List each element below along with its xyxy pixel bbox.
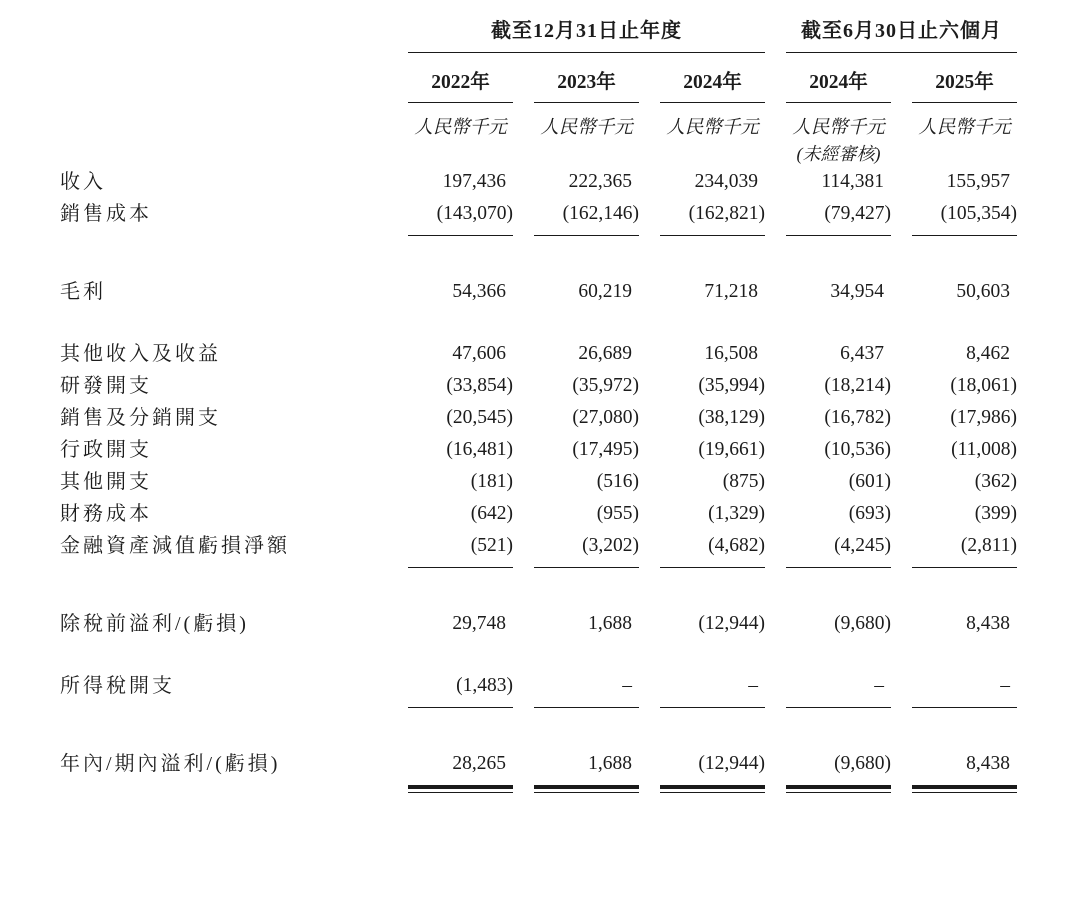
column-year-2023: 2023年 bbox=[534, 53, 639, 103]
cell-value: (4,682) bbox=[660, 530, 765, 568]
table-row bbox=[60, 402, 1017, 434]
cell-value: (181) bbox=[470, 471, 513, 492]
table-body bbox=[60, 166, 1017, 789]
cell-value: (19,661) bbox=[698, 439, 766, 460]
table-header bbox=[60, 14, 1017, 166]
cell-value: 47,606 bbox=[452, 343, 506, 364]
cell-value: 234,039 bbox=[694, 171, 759, 192]
cell-value: 1,688 bbox=[588, 613, 632, 634]
cell-value: (143,070) bbox=[408, 198, 513, 236]
income-statement-table bbox=[60, 14, 1017, 789]
column-year-2022: 2022年 bbox=[408, 53, 513, 103]
cell-value: 54,366 bbox=[452, 281, 506, 302]
column-unit: 人民幣千元 bbox=[918, 118, 1011, 138]
row-label: 財務成本 bbox=[60, 503, 152, 525]
cell-value: 28,265 bbox=[408, 748, 513, 789]
table-row bbox=[60, 568, 1017, 640]
column-year-2024: 2024年 bbox=[660, 53, 765, 103]
cell-value: (11,008) bbox=[951, 439, 1018, 460]
cell-value: (12,944) bbox=[698, 613, 766, 634]
cell-value: (4,245) bbox=[786, 530, 891, 568]
cell-value: (27,080) bbox=[572, 407, 639, 428]
row-label: 收入 bbox=[60, 171, 106, 193]
cell-value: (601) bbox=[848, 471, 892, 492]
cell-value: – bbox=[786, 670, 891, 708]
cell-value: (9,680) bbox=[834, 613, 892, 634]
table-row bbox=[60, 166, 1017, 198]
cell-value: 8,438 bbox=[912, 748, 1017, 789]
cell-value: (521) bbox=[408, 530, 513, 568]
cell-value: (35,972) bbox=[572, 375, 639, 396]
cell-value: – bbox=[660, 670, 765, 708]
cell-value: (693) bbox=[848, 503, 892, 524]
row-label: 研發開支 bbox=[60, 375, 152, 397]
cell-value: (35,994) bbox=[698, 375, 766, 396]
cell-value: (1,329) bbox=[708, 503, 766, 524]
cell-value: (399) bbox=[974, 503, 1018, 524]
table-row bbox=[60, 236, 1017, 308]
cell-value: (20,545) bbox=[446, 407, 513, 428]
financial-statement-page bbox=[0, 14, 1080, 914]
row-label: 所得稅開支 bbox=[60, 675, 175, 697]
column-unit: 人民幣千元 bbox=[414, 118, 507, 138]
cell-value: (12,944) bbox=[660, 748, 765, 789]
row-label: 銷售成本 bbox=[60, 203, 152, 225]
cell-value: (38,129) bbox=[698, 407, 766, 428]
cell-value: 16,508 bbox=[704, 343, 759, 364]
year-header-row bbox=[60, 53, 1017, 103]
table-row bbox=[60, 308, 1017, 370]
cell-value: (33,854) bbox=[446, 375, 513, 396]
cell-value: (162,146) bbox=[534, 198, 639, 236]
table-row bbox=[60, 466, 1017, 498]
table-row bbox=[60, 498, 1017, 530]
column-year-2024-interim: 2024年 bbox=[786, 53, 891, 103]
cell-value: 26,689 bbox=[578, 343, 632, 364]
cell-value: 1,688 bbox=[534, 748, 639, 789]
cell-value: (955) bbox=[596, 503, 639, 524]
row-label: 其他開支 bbox=[60, 471, 152, 493]
cell-value: – bbox=[534, 670, 639, 708]
cell-value: (875) bbox=[722, 471, 766, 492]
cell-value: 71,218 bbox=[704, 281, 759, 302]
column-unit: 人民幣千元 bbox=[792, 118, 885, 138]
unit-header-row bbox=[60, 103, 1017, 166]
cell-value: (16,782) bbox=[824, 407, 892, 428]
cell-value: 8,462 bbox=[966, 343, 1011, 364]
cell-value: (2,811) bbox=[912, 530, 1017, 568]
row-label: 行政開支 bbox=[60, 439, 152, 461]
row-label: 年內/期內溢利/(虧損) bbox=[60, 753, 281, 775]
row-label: 金融資產減值虧損淨額 bbox=[60, 535, 290, 557]
cell-value: 34,954 bbox=[830, 281, 885, 302]
cell-value: 50,603 bbox=[956, 281, 1011, 302]
cell-value: (16,481) bbox=[446, 439, 513, 460]
column-unit: 人民幣千元 bbox=[666, 118, 759, 138]
cell-value: 155,957 bbox=[946, 171, 1011, 192]
column-year-2025: 2025年 bbox=[912, 53, 1017, 103]
row-label: 銷售及分銷開支 bbox=[60, 407, 221, 429]
cell-value: (79,427) bbox=[786, 198, 891, 236]
cell-value: 197,436 bbox=[442, 171, 506, 192]
group-header-row bbox=[60, 14, 1017, 53]
table-row bbox=[60, 370, 1017, 402]
cell-value: 6,437 bbox=[840, 343, 885, 364]
row-label: 毛利 bbox=[60, 281, 106, 303]
column-group-annual: 截至12月31日止年度 bbox=[408, 14, 765, 53]
cell-value: (18,061) bbox=[950, 375, 1018, 396]
cell-value: (10,536) bbox=[824, 439, 892, 460]
cell-value: (516) bbox=[596, 471, 639, 492]
row-label: 其他收入及收益 bbox=[60, 343, 221, 365]
cell-value: 114,381 bbox=[821, 171, 885, 192]
cell-value: – bbox=[912, 670, 1017, 708]
table-row bbox=[60, 530, 1017, 568]
cell-value: (362) bbox=[974, 471, 1018, 492]
cell-value: (1,483) bbox=[408, 670, 513, 708]
cell-value: (18,214) bbox=[824, 375, 892, 396]
cell-value: (17,495) bbox=[572, 439, 639, 460]
cell-value: 222,365 bbox=[568, 171, 632, 192]
cell-value: 8,438 bbox=[966, 613, 1011, 634]
cell-value: (105,354) bbox=[912, 198, 1017, 236]
table-row bbox=[60, 708, 1017, 789]
cell-value: (642) bbox=[470, 503, 513, 524]
column-unit: 人民幣千元 bbox=[540, 118, 633, 138]
cell-value: 29,748 bbox=[452, 613, 506, 634]
cell-value: (9,680) bbox=[786, 748, 891, 789]
table-row bbox=[60, 640, 1017, 708]
table-row bbox=[60, 434, 1017, 466]
cell-value: 60,219 bbox=[578, 281, 632, 302]
column-group-interim: 截至6月30日止六個月 bbox=[786, 14, 1017, 53]
cell-value: (3,202) bbox=[534, 530, 639, 568]
unaudited-note: (未經審核) bbox=[796, 144, 881, 164]
cell-value: (162,821) bbox=[660, 198, 765, 236]
cell-value: (17,986) bbox=[950, 407, 1018, 428]
table-row bbox=[60, 198, 1017, 236]
row-label: 除稅前溢利/(虧損) bbox=[60, 613, 249, 635]
corner-cell bbox=[60, 14, 387, 53]
